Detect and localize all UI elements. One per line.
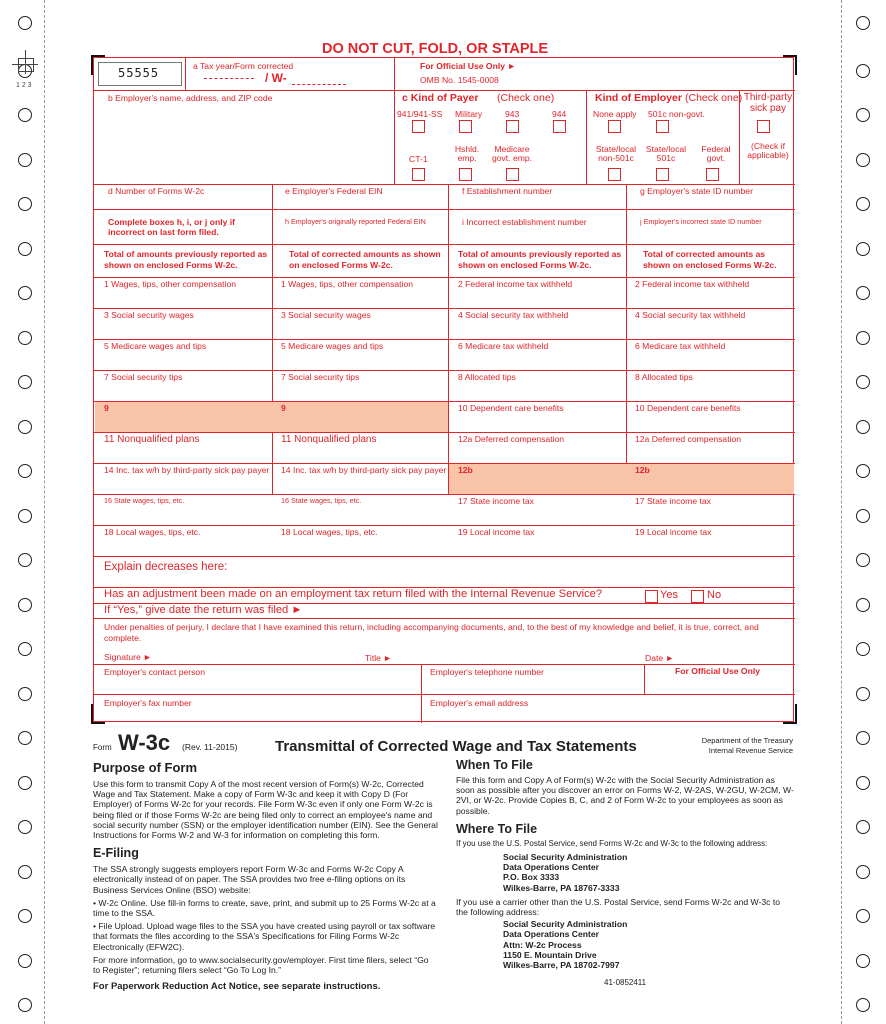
warning-banner: DO NOT CUT, FOLD, OR STAPLE xyxy=(322,41,549,57)
margin-hole-icon xyxy=(856,820,870,834)
margin-hole-icon xyxy=(856,64,870,78)
totals-corr-1: Total of corrected amounts as shown on enclosed Forms W-2c. xyxy=(289,249,441,270)
amount-box-label: 1 Wages, tips, other compensation xyxy=(281,279,413,289)
efiling-bullet-online: • W-2c Online. Use fill-in forms to create, save, print, and submit up to 25 Forms W-2c at a time to the SSA. xyxy=(93,897,436,919)
shaded-box-12b xyxy=(449,464,794,494)
amount-box-label: 14 Inc. tax w/h by third-party sick pay payer xyxy=(104,465,270,475)
margin-hole-icon xyxy=(18,197,32,211)
amount-box-label: 16 State wages, tips, etc. xyxy=(281,496,362,505)
carrier-address xyxy=(503,919,794,970)
where-carrier: If you use a carrier other than the U.S. Postal Service, send Forms W-2c and W-3c to the following address: xyxy=(456,896,780,918)
margin-hole-icon xyxy=(856,464,870,478)
amount-box-label: 16 State wages, tips, etc. xyxy=(104,496,185,505)
amount-box-label: 19 Local income tax xyxy=(458,527,535,537)
margin-hole-icon xyxy=(856,909,870,923)
w3c-form xyxy=(93,57,794,722)
label-j: j Employer's incorrect state ID number xyxy=(640,217,762,226)
amount-box-label: 8 Allocated tips xyxy=(635,372,693,382)
label-i: i Incorrect establishment number xyxy=(462,217,587,227)
employer-state-local-non501c: State/local non-501c xyxy=(595,144,637,163)
when-heading: When To File xyxy=(456,758,533,772)
irs: Internal Revenue Service xyxy=(708,746,793,755)
form-number: W-3c xyxy=(118,730,171,755)
margin-hole-icon xyxy=(856,998,870,1012)
payer-medicare: Medicare govt. emp. xyxy=(491,144,533,163)
amount-box-label: 19 Local income tax xyxy=(635,527,712,537)
margin-hole-icon xyxy=(856,598,870,612)
amount-box-label: 4 Social security tax withheld xyxy=(458,310,569,320)
shaded-box-9 xyxy=(95,402,448,432)
checkbox-state-local-501c[interactable] xyxy=(656,168,669,181)
third-party-note: (Check if applicable) xyxy=(747,141,789,160)
tax-year-label: a Tax year/Form corrected xyxy=(193,61,294,71)
margin-hole-icon xyxy=(856,375,870,389)
form-code: 55555 xyxy=(118,66,160,80)
address-line: Data Operations Center xyxy=(503,862,599,873)
checkbox-943[interactable] xyxy=(506,120,519,133)
catalog-number: 41-0852411 xyxy=(604,978,647,987)
margin-hole-icon xyxy=(856,509,870,523)
amount-box-label: 9 xyxy=(104,403,109,413)
payer-943: 943 xyxy=(505,109,520,119)
left-instructions xyxy=(93,760,438,992)
payer-ct1: CT-1 xyxy=(409,154,428,164)
adjustment-question: Has an adjustment been made on an employment tax return filed with the Internal Revenue Service? xyxy=(104,588,603,600)
amount-box-label: 12a Deferred compensation xyxy=(458,434,565,444)
amount-box-label: 9 xyxy=(281,403,286,413)
page-marker-icon xyxy=(4,48,44,72)
margin-hole-icon xyxy=(18,731,32,745)
purpose-text: Use this form to transmit Copy A of the most recent version of Form(s) W-2c, Corrected Wage and Tax Statement. Make a copy of Form W-3c and keep it with Copy D (For Employer) of Forms W-2c for your records. File Form W-3c even if only one Form W-2c is being filed or if those Forms W-2c are being filed only to correct an employee's name and social security number (SSN) or the employer identification number (EIN). See the General Instructions for Forms W-2 and W-3 for information on completing this form. xyxy=(93,779,438,841)
where-postal: If you use the U.S. Postal Service, send Forms W-2c and W-3c to the following address: xyxy=(456,838,768,848)
totals-corr-2: Total of corrected amounts as shown on enclosed Forms W-2c. xyxy=(643,249,777,270)
employer-federal-govt: Federal govt. xyxy=(701,144,731,163)
amount-box-label: 11 Nonqualified plans xyxy=(281,434,377,445)
yes-label: Yes xyxy=(660,589,678,601)
checkbox-944[interactable] xyxy=(553,120,566,133)
title-label: Title ► xyxy=(365,653,392,663)
amount-box-label: 4 Social security tax withheld xyxy=(635,310,746,320)
form-title: Transmittal of Corrected Wage and Tax Statements xyxy=(275,738,637,755)
employer-501c: 501c non-govt. xyxy=(648,109,705,119)
address-line: P.O. Box 3333 xyxy=(503,872,560,883)
complete-note: Complete boxes h, i, or j only if incorrect on last form filed. xyxy=(108,217,236,237)
checkbox-state-local-non501c[interactable] xyxy=(608,168,621,181)
margin-hole-icon xyxy=(18,16,32,30)
margin-marks: 1 2 3 xyxy=(16,82,32,89)
explain-decreases: Explain decreases here: xyxy=(104,561,228,573)
margin-hole-icon xyxy=(18,509,32,523)
amount-box-label: 3 Social security wages xyxy=(104,310,194,320)
margin-hole-icon xyxy=(856,242,870,256)
amount-box-label: 18 Local wages, tips, etc. xyxy=(104,527,201,537)
where-heading: Where To File xyxy=(456,821,538,836)
label-h: h Employer's originally reported Federal EIN xyxy=(285,217,426,226)
amount-box-label: 5 Medicare wages and tips xyxy=(281,341,384,351)
margin-hole-icon xyxy=(18,954,32,968)
payer-941: 941/941-SS xyxy=(397,109,443,119)
amount-box-label: 7 Social security tips xyxy=(281,372,360,382)
checkbox-941[interactable] xyxy=(412,120,425,133)
margin-hole-icon xyxy=(18,998,32,1012)
margin-hole-icon xyxy=(18,909,32,923)
amount-box-label: 11 Nonqualified plans xyxy=(104,434,200,445)
margin-hole-icon xyxy=(18,286,32,300)
amount-box-label: 7 Social security tips xyxy=(104,372,183,382)
checkbox-yes[interactable] xyxy=(645,590,658,603)
margin-hole-icon xyxy=(856,420,870,434)
purpose-heading: Purpose of Form xyxy=(93,760,198,775)
amount-box-label: 17 State income tax xyxy=(635,496,711,506)
amount-box-label: 12a Deferred compensation xyxy=(635,434,742,444)
label-d: d Number of Forms W-2c xyxy=(108,186,205,196)
label-g: g Employer's state ID number xyxy=(640,186,753,196)
right-perforation xyxy=(841,0,842,1024)
efiling-text: The SSA strongly suggests employers report Form W-3c and Forms W-2c Copy A electronically instead of on paper. The SSA provides two free e-filing options on its Business Services Online (BSO) website: xyxy=(93,864,406,895)
address-line: Social Security Administration xyxy=(503,852,628,863)
postal-address xyxy=(503,852,794,893)
margin-hole-icon xyxy=(856,553,870,567)
checkbox-501c-nongovt[interactable] xyxy=(656,120,669,133)
kind-of-payer-check: (Check one) xyxy=(497,92,555,104)
official-use-bottom: For Official Use Only xyxy=(675,666,761,676)
date-label: Date ► xyxy=(645,653,675,663)
label-e: e Employer's Federal EIN xyxy=(285,186,383,196)
signature-label: Signature ► xyxy=(104,652,152,662)
margin-hole-icon xyxy=(856,197,870,211)
margin-hole-icon xyxy=(18,642,32,656)
address-line: 1150 E. Mountain Drive xyxy=(503,949,597,960)
paperwork-notice: For Paperwork Reduction Act Notice, see separate instructions. xyxy=(93,981,381,993)
form-corrected-slash: / W- xyxy=(265,71,287,85)
margin-hole-icon xyxy=(18,776,32,790)
checkbox-ct1[interactable] xyxy=(412,168,425,181)
email-label: Employer's email address xyxy=(430,698,529,708)
tax-year-field[interactable] xyxy=(204,78,254,79)
amount-box-label: 12b xyxy=(458,465,473,475)
payer-944: 944 xyxy=(552,109,567,119)
checkbox-hshld[interactable] xyxy=(459,168,472,181)
totals-prev-1: Total of amounts previously reported as shown on enclosed Forms W-2c. xyxy=(104,249,268,270)
right-instructions xyxy=(456,758,794,970)
amount-box-label: 14 Inc. tax w/h by third-party sick pay payer xyxy=(281,465,447,475)
margin-hole-icon xyxy=(856,331,870,345)
label-f: f Establishment number xyxy=(462,186,553,196)
amount-box-label: 2 Federal income tax withheld xyxy=(635,279,750,289)
margin-hole-icon xyxy=(856,954,870,968)
official-use-label: For Official Use Only ► xyxy=(420,61,516,71)
margin-hole-icon xyxy=(18,242,32,256)
amount-box-label: 8 Allocated tips xyxy=(458,372,516,382)
amount-box-label: 10 Dependent care benefits xyxy=(458,403,564,413)
third-party-sick-pay-label: Third-party sick pay xyxy=(743,92,793,114)
address-line: Attn: W-2c Process xyxy=(503,939,582,950)
margin-hole-icon xyxy=(856,286,870,300)
amount-box-label: 3 Social security wages xyxy=(281,310,371,320)
employer-state-local-501c: State/local 501c xyxy=(645,144,687,163)
payer-military: Military xyxy=(455,109,483,119)
margin-hole-icon xyxy=(18,108,32,122)
form-corrected-field[interactable] xyxy=(292,84,346,85)
margin-hole-icon xyxy=(18,464,32,478)
amount-box-label: 6 Medicare tax withheld xyxy=(458,341,549,351)
address-line: Data Operations Center xyxy=(503,929,599,940)
if-yes-date: If “Yes,” give date the return was filed ► xyxy=(104,604,303,616)
margin-hole-icon xyxy=(856,153,870,167)
kind-of-payer-title: c Kind of Payer xyxy=(402,92,479,104)
form-word: Form xyxy=(93,743,112,752)
fax-label: Employer's fax number xyxy=(104,698,192,708)
margin-hole-icon xyxy=(18,687,32,701)
address-line: Social Security Administration xyxy=(503,919,628,930)
amount-box-label: 10 Dependent care benefits xyxy=(635,403,741,413)
checkbox-medicare[interactable] xyxy=(506,168,519,181)
margin-hole-icon xyxy=(856,776,870,790)
margin-hole-icon xyxy=(856,687,870,701)
amount-box-label: 1 Wages, tips, other compensation xyxy=(104,279,236,289)
margin-hole-icon xyxy=(18,153,32,167)
margin-hole-icon xyxy=(18,553,32,567)
margin-hole-icon xyxy=(856,731,870,745)
margin-hole-icon xyxy=(856,642,870,656)
employer-name-label: b Employer's name, address, and ZIP code xyxy=(108,93,273,103)
no-label: No xyxy=(707,589,722,601)
checkbox-federal-govt[interactable] xyxy=(706,168,719,181)
checkbox-none-apply[interactable] xyxy=(608,120,621,133)
department: Department of the Treasury xyxy=(701,736,793,745)
employer-none: None apply xyxy=(593,109,637,119)
revision: (Rev. 11-2015) xyxy=(182,742,238,752)
totals-prev-2: Total of amounts previously reported as shown on enclosed Forms W-2c. xyxy=(458,249,622,270)
margin-hole-icon xyxy=(18,598,32,612)
margin-hole-icon xyxy=(856,865,870,879)
efiling-bullet-upload: • File Upload. Upload wage files to the SSA you have created using payroll or tax software that formats the files according to the SSA's Specifications for Filing Forms W-2c Electronically (EFW2C). xyxy=(93,921,436,952)
kind-of-employer-title: Kind of Employer xyxy=(595,92,682,104)
left-perforation xyxy=(44,0,45,1024)
checkbox-military[interactable] xyxy=(459,120,472,133)
address-line: Wilkes-Barre, PA 18702-7997 xyxy=(503,960,620,971)
amount-box-label: 12b xyxy=(635,465,650,475)
margin-hole-icon xyxy=(18,865,32,879)
amount-box-label: 6 Medicare tax withheld xyxy=(635,341,726,351)
payer-hshld: Hshld. emp. xyxy=(454,144,480,163)
margin-hole-icon xyxy=(856,16,870,30)
more-info: For more information, go to www.socialsecurity.gov/employer. First time filers, select “Go to Register”; returning filers select “Go To Log In.” xyxy=(93,954,429,976)
amount-box-label: 5 Medicare wages and tips xyxy=(104,341,207,351)
amount-box-label: 17 State income tax xyxy=(458,496,534,506)
address-line: Wilkes-Barre, PA 18767-3333 xyxy=(503,882,620,893)
checkbox-no[interactable] xyxy=(691,590,704,603)
amount-box-label: 18 Local wages, tips, etc. xyxy=(281,527,378,537)
kind-of-employer-check: (Check one) xyxy=(685,92,743,104)
margin-hole-icon xyxy=(18,331,32,345)
checkbox-third-party[interactable] xyxy=(757,120,770,133)
margin-hole-icon xyxy=(18,820,32,834)
when-text: File this form and Copy A of Form(s) W-2c with the Social Security Administration as soon as possible after you discover an error on Forms W-2, W-2AS, W-2GU, W-2CM, W-2VI, or W-2c. Provide Copies B, C, and 2 of Form W-2c to your employees as soon as possible. xyxy=(456,775,794,816)
contact-person-label: Employer's contact person xyxy=(104,667,205,677)
margin-hole-icon xyxy=(18,375,32,389)
margin-hole-icon xyxy=(18,420,32,434)
telephone-label: Employer's telephone number xyxy=(430,667,544,677)
margin-hole-icon xyxy=(856,108,870,122)
perjury-statement: Under penalties of perjury, I declare that I have examined this return, including accompanying documents, and, to the best of my knowledge and belief, it is true, correct, and complete. xyxy=(104,622,759,643)
efiling-heading: E-Filing xyxy=(93,846,139,861)
amount-box-label: 2 Federal income tax withheld xyxy=(458,279,573,289)
omb-number: OMB No. 1545-0008 xyxy=(420,75,499,85)
